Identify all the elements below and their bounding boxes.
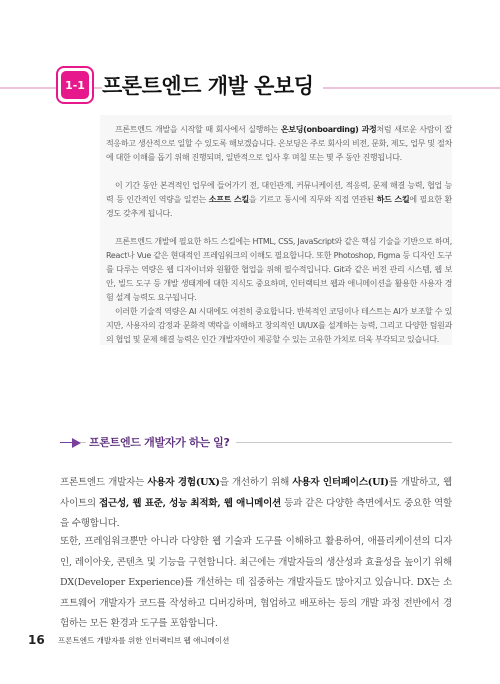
intro-p1-text-1: 프론트엔드 개발을 시작할 때 회사에서 실행하는	[115, 125, 281, 134]
intro-paragraph-1	[106, 123, 452, 165]
body-p1-text-4: 등과 같은 다양한 측면에서도 중요한 역할을 수행합니다.	[60, 497, 453, 530]
intro-paragraph-3: 프론트엔드 개발에 필요한 하드 스킬에는 HTML, CSS, JavaScript와 같은 핵심 기술을 기반으로 하며, React나 Vue 같은 현대적인 프레임워크의 이해도 필요합니다. 또한 Photoshop, Figma 등 디자인 도구를 다루는 역량은 웹 디자이너와 원활한 협업을 위해 필수적입니다. Git과 같은 버전 관리 시스템, 웹 보안, 빌드 도구 등 개발 생태계에 대한 지식도 중요하며, 인터랙티브 웹과 애니메이션을 활용한 사용자 경험 설계 능력도 요구됩니다.	[106, 237, 452, 302]
intro-p1-bold-onboarding: 온보딩(onboarding) 과정	[280, 125, 377, 134]
body-p1-bold-ux: 사용자 경험(UX)	[147, 477, 220, 488]
body-p1-bold-topics: 접근성, 웹 표준, 성능 최적화, 웹 애니메이션	[98, 497, 282, 509]
body-p1-text-2: 을 개선하기 위해	[219, 477, 293, 488]
intro-p2-bold-soft-skill: 소프트 스킬	[208, 195, 249, 204]
body-p1-bold-ui: 사용자 인터페이스(UI)	[292, 477, 389, 488]
intro-p2-text-3: 에 필요한 환경도 갖추게 됩니다.	[106, 195, 452, 218]
chapter-number-badge	[56, 66, 94, 104]
body-paragraph-2: 또한, 프레임워크뿐만 아니라 다양한 웹 기술과 도구를 이해하고 활용하여, 애플리케이션의 디자인, 레이아웃, 콘텐츠 및 기능을 구현합니다. 최근에는 개발자들의 생산성과 효율성을 높이기 위해 DX(Developer Experience)를 개선하는 데 집중하는 개발자들도 많아지고 있습니다. DX는 소프트웨어 개발자가 코드를 작성하고 디버깅하며, 협업하고 배포하는 등의 개발 과정 전반에서 경험하는 모든 환경과 도구를 포함합니다.	[60, 536, 452, 630]
intro-p1-text-2: 처럼 새로운 사람이 잘 적응하고 생산적으로 일할 수 있도록 해보겠습니다. 온보딩은 주로 회사의 비전, 문화, 제도, 업무 및 절차에 대한 이해를 돕기 위해 진행되며, 일반적으로 입사 후 며칠 또는 몇 주 동안 진행됩니다.	[106, 125, 452, 162]
body-p1-text-1: 프론트엔드 개발자는	[60, 477, 148, 488]
section-title: 프론트엔드 개발자가 하는 일?	[86, 434, 236, 450]
book-title: 프론트엔드 개발자를 위한 인터랙티브 웹 애니메이션	[58, 636, 230, 645]
arrow-right-icon	[72, 438, 81, 448]
page-number: 16	[28, 633, 45, 647]
intro-p2-bold-hard-skill: 하드 스킬	[376, 195, 410, 204]
intro-paragraph-2	[106, 179, 452, 221]
chapter-title: 프론트엔드 개발 온보딩	[102, 70, 323, 100]
section-heading	[60, 430, 452, 454]
intro-p2-text-1: 이 기간 동안 본격적인 업무에 들어가기 전, 대인관계, 커뮤니케이션, 적응력, 문제 해결 능력, 협업 능력 등 인간적인 역량을 일컫는	[106, 181, 452, 204]
chapter-number: 1-1	[61, 71, 89, 99]
intro-paragraph-4: 이러한 기술적 역량은 AI 시대에도 여전히 중요합니다. 반복적인 코딩이나 테스트는 AI가 보조할 수 있지만, 사용자의 감정과 문화적 맥락을 이해하고 창의적인 UI/UX를 설계하는 능력, 그리고 다양한 팀원과의 협업 및 문제 해결 능력은 인간 개발자만이 제공할 수 있는 고유한 가치로 더욱 부각되고 있습니다.	[106, 307, 452, 344]
body-paragraph-1	[60, 473, 452, 535]
intro-p2-text-2: 을 기르고 동시에 직무와 직접 연관된	[248, 195, 377, 204]
body-p1-text-3: 를 개발하고, 웹 사이트의	[60, 477, 452, 509]
